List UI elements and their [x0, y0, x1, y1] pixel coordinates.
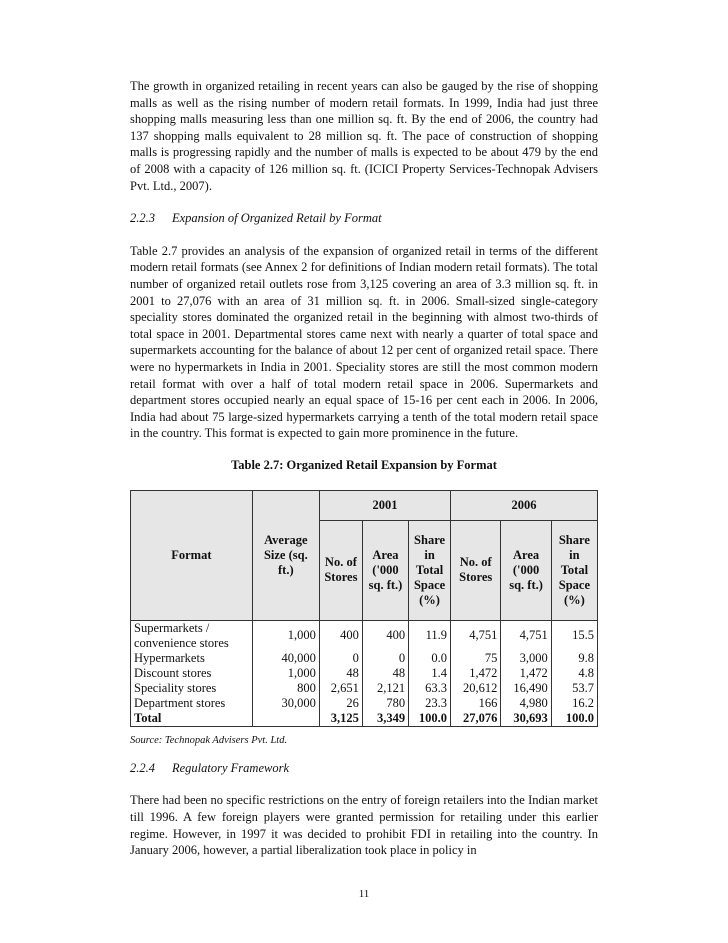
- row-share-2006: 16.2: [551, 696, 597, 711]
- table-row: [131, 681, 598, 696]
- row-area-2001: 2,121: [362, 681, 408, 696]
- row-share-2006: 9.8: [551, 651, 597, 666]
- table-row: [131, 651, 598, 666]
- row-avg: 1,000: [252, 620, 319, 651]
- row-stores-2001: 3,125: [319, 711, 362, 727]
- row-stores-2001: 48: [319, 666, 362, 681]
- table-caption: Table 2.7: Organized Retail Expansion by Format: [231, 457, 497, 472]
- row-format: Speciality stores: [131, 681, 253, 696]
- row-stores-2006: 20,612: [451, 681, 501, 696]
- section-number: 2.2.4: [130, 760, 155, 775]
- row-stores-2006: 75: [451, 651, 501, 666]
- table-row-total: [131, 711, 598, 727]
- row-format: Department stores: [131, 696, 253, 711]
- section-heading-2-2-4: [130, 760, 598, 777]
- row-stores-2001: 400: [319, 620, 362, 651]
- header-share-2001: Share in Total Space (%): [409, 520, 451, 620]
- paragraph-malls: The growth in organized retailing in recent years can also be gauged by the rise of shopping malls as well as the rising number of modern retail formats. In 1999, India had just three shopping malls measuring less than one million sq. ft. By the end of 2006, the country had 137 shopping malls equivalent to 28 million sq. ft. The pace of construction of shopping malls is progressing rapidly and the number of malls is expected to be about 479 by the end of 2008 with a capacity of 126 million sq. ft. (ICICI Property Services-Technopak Advisers Pvt. Ltd., 2007).: [130, 79, 598, 193]
- row-format: Discount stores: [131, 666, 253, 681]
- header-stores-2001: No. of Stores: [319, 520, 362, 620]
- row-format: Hypermarkets: [131, 651, 253, 666]
- paragraph-regulatory: There had been no specific restrictions on the entry of foreign retailers into the Indian market till 1996. A few foreign players were granted permission for retailing under this earlier regime. However, in 1997 it was decided to prohibit FDI in retailing into the country. In January 2006, however, a partial liberalization took place in policy in: [130, 793, 598, 858]
- section-number: 2.2.3: [130, 211, 155, 226]
- row-stores-2001: 26: [319, 696, 362, 711]
- page-number: 11: [358, 888, 370, 900]
- header-stores-2006: No. of Stores: [451, 520, 501, 620]
- row-share-2006: 15.5: [551, 620, 597, 651]
- header-average-size: Average Size (sq. ft.): [252, 490, 319, 620]
- table-source: Source: Technopak Advisers Pvt. Ltd.: [130, 734, 288, 746]
- row-stores-2006: 27,076: [451, 711, 501, 727]
- row-area-2006: 1,472: [501, 666, 551, 681]
- row-share-2001: 100.0: [409, 711, 451, 727]
- row-stores-2006: 4,751: [451, 620, 501, 651]
- header-share-2006: Share in Total Space (%): [551, 520, 597, 620]
- row-format: Total: [131, 711, 253, 727]
- row-share-2001: 1.4: [409, 666, 451, 681]
- row-area-2006: 16,490: [501, 681, 551, 696]
- table-row: [131, 666, 598, 681]
- paragraph-format-analysis: Table 2.7 provides an analysis of the expansion of organized retail in terms of the different modern retail formats (see Annex 2 for definitions of Indian modern retail formats). The total number of organized retail outlets rose from 3,125 covering an area of 3.3 million sq. ft. in 2001 to 27,076 with an area of 31 million sq. ft. in 2006. Small-sized single-category speciality stores dominated the organized retail in the beginning with almost two-thirds of total space in 2001. Departmental stores came next with nearly a quarter of total space and supermarkets accounting for the balance of about 12 per cent of organized retail space. There were no hypermarkets in India in 2001. Speciality stores are still the most common modern retail format with over a half of total modern retail space in 2006. Supermarkets and department stores occupied nearly an equal space of 15-16 per cent each in 2006. In 2006, India had about 75 large-sized hypermarkets carrying a tenth of the total modern retail space in the country. This format is expected to gain more prominence in the future.: [130, 243, 598, 441]
- row-stores-2006: 1,472: [451, 666, 501, 681]
- row-area-2006: 4,751: [501, 620, 551, 651]
- row-stores-2006: 166: [451, 696, 501, 711]
- row-area-2001: 0: [362, 651, 408, 666]
- document-page: [130, 78, 598, 859]
- section-title: Regulatory Framework: [172, 760, 289, 775]
- retail-expansion-table: [130, 490, 598, 727]
- table-row: [131, 620, 598, 651]
- row-area-2001: 48: [362, 666, 408, 681]
- row-format: Supermarkets / convenience stores: [131, 620, 253, 651]
- row-area-2006: 30,693: [501, 711, 551, 727]
- row-area-2006: 4,980: [501, 696, 551, 711]
- row-avg: 40,000: [252, 651, 319, 666]
- row-share-2001: 0.0: [409, 651, 451, 666]
- row-share-2006: 53.7: [551, 681, 597, 696]
- table-row: [131, 696, 598, 711]
- row-area-2006: 3,000: [501, 651, 551, 666]
- row-avg: [252, 711, 319, 727]
- row-share-2001: 11.9: [409, 620, 451, 651]
- row-share-2001: 23.3: [409, 696, 451, 711]
- row-share-2001: 63.3: [409, 681, 451, 696]
- header-year-2006: 2006: [451, 490, 598, 520]
- header-area-2006: Area ('000 sq. ft.): [501, 520, 551, 620]
- header-year-2001: 2001: [319, 490, 450, 520]
- row-avg: 1,000: [252, 666, 319, 681]
- row-area-2001: 400: [362, 620, 408, 651]
- header-area-2001: Area ('000 sq. ft.): [362, 520, 408, 620]
- row-stores-2001: 2,651: [319, 681, 362, 696]
- row-stores-2001: 0: [319, 651, 362, 666]
- row-area-2001: 3,349: [362, 711, 408, 727]
- row-avg: 800: [252, 681, 319, 696]
- section-title: Expansion of Organized Retail by Format: [172, 211, 382, 226]
- section-heading-2-2-3: [130, 210, 598, 227]
- row-area-2001: 780: [362, 696, 408, 711]
- row-share-2006: 100.0: [551, 711, 597, 727]
- row-share-2006: 4.8: [551, 666, 597, 681]
- header-format: Format: [131, 490, 253, 620]
- row-avg: 30,000: [252, 696, 319, 711]
